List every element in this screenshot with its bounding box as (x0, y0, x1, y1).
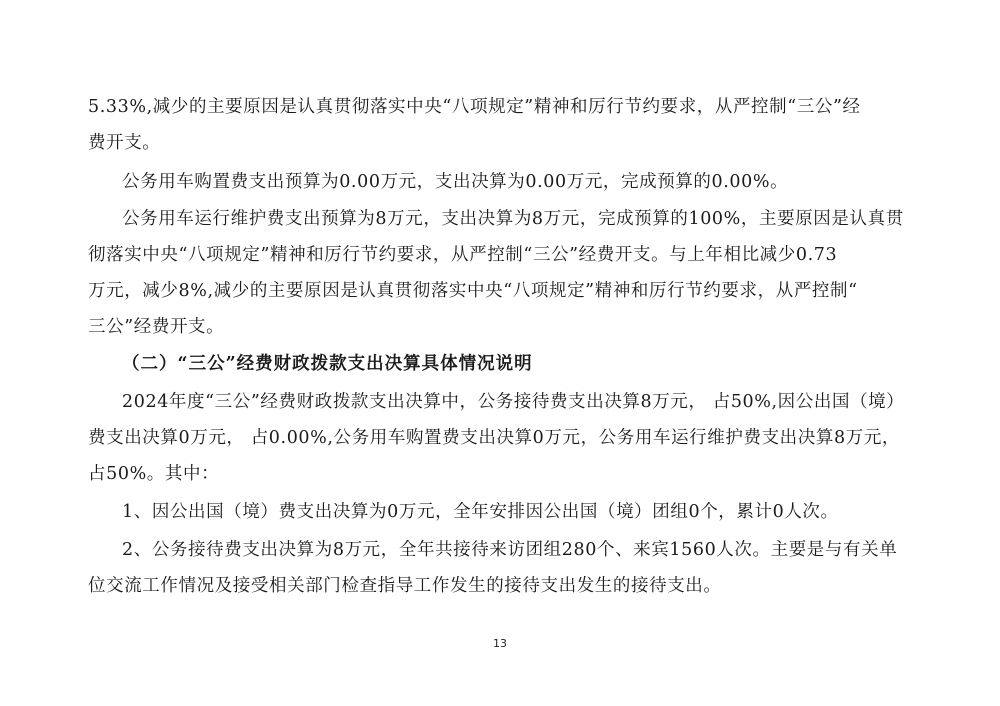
list-item: 2、公务接待费支出决算为8万元，全年共接待来访团组280个、来宾1560人次。主要是与有关单 (122, 540, 898, 560)
paragraph-line: 彻落实中央“八项规定”精神和厉行节约要求，从严控制“三公”经费开支。与上年相比减少0.73 (88, 245, 838, 265)
paragraph-line: 5.33%,减少的主要原因是认真贯彻落实中央“八项规定”精神和厉行节约要求，从严控制“三公”经 (88, 97, 861, 117)
paragraph-line: 万元，减少8%,减少的主要原因是认真贯彻落实中央“八项规定”精神和厉行节约要求，从严控制“ (88, 281, 858, 301)
list-item: 1、因公出国（境）费支出决算为0万元，全年安排因公出国（境）团组0个，累计0人次。 (122, 502, 839, 522)
section-heading: （二）“三公”经费财政拨款支出决算具体情况说明 (122, 354, 533, 374)
paragraph-line: 占50%。其中： (88, 464, 220, 484)
paragraph-line: 位交流工作情况及接受相关部门检查指导工作发生的接待支出发生的接待支出。 (88, 576, 722, 596)
paragraph-line: 费支出决算0万元， 占0.00%,公务用车购置费支出决算0万元，公务用车运行维护费支出决算8万元， (88, 428, 901, 448)
paragraph-line: 公务用车购置费支出预算为0.00万元，支出决算为0.00万元，完成预算的0.00%。 (122, 172, 789, 192)
paragraph-line: 费开支。 (88, 133, 161, 153)
paragraph-line: 公务用车运行维护费支出预算为8万元，支出决算为8万元，完成预算的100%，主要原因是认真贯 (122, 209, 904, 229)
paragraph-line: 三公”经费开支。 (88, 317, 225, 337)
paragraph-line: 2024年度“三公”经费财政拨款支出决算中，公务接待费支出决算8万元， 占50%,因公出国（境） (122, 392, 905, 412)
page-number: 13 (493, 637, 507, 650)
